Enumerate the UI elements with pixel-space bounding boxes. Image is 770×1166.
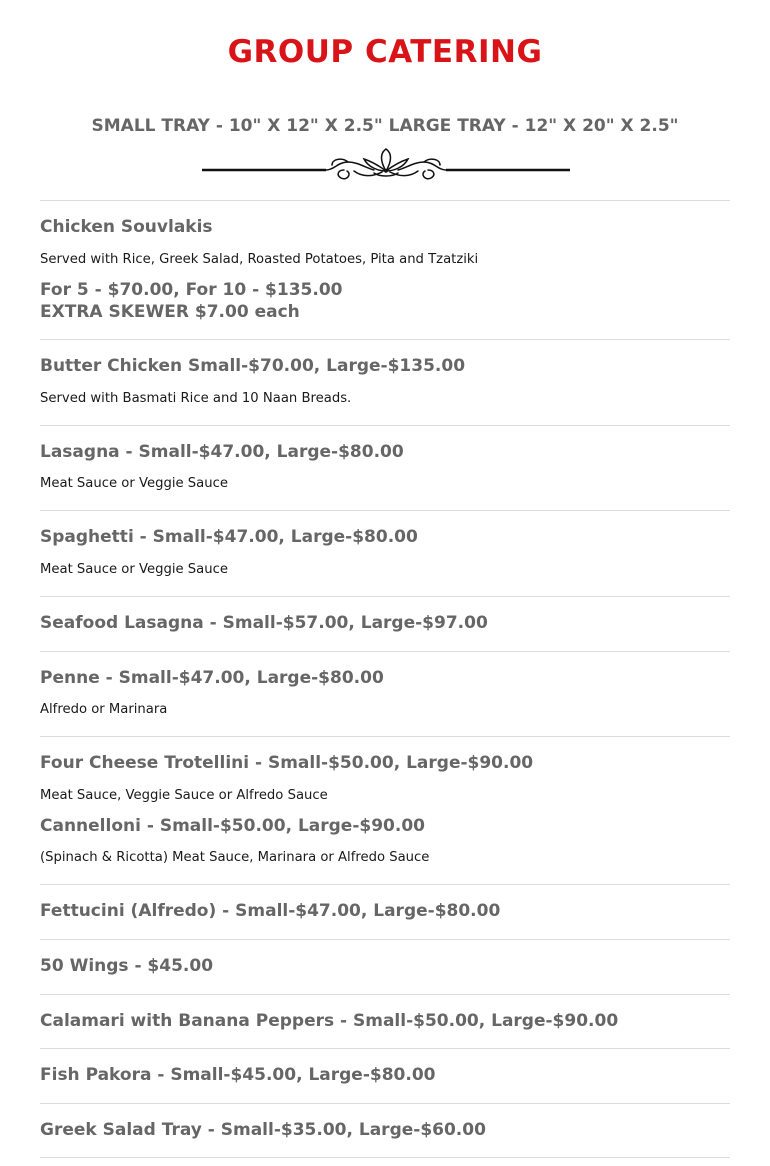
item-description: Meat Sauce or Veggie Sauce [40,476,228,491]
item-title: Penne - Small-$47.00, Large-$80.00 [40,668,384,688]
menu-item-penne [40,651,730,736]
menu-item-greek-salad-tray [40,1103,730,1157]
menu-item-fettucini [40,884,730,939]
menu-item-four-cheese-trotellini [40,736,730,884]
item-title: Calamari with Banana Peppers - Small-$50.00, Large-$90.00 [40,1011,619,1031]
ornamental-divider-icon [202,147,570,181]
item-title: 50 Wings - $45.00 [40,956,214,976]
menu-item-fish-pakora [40,1048,730,1103]
item-title: Chicken Souvlakis [40,217,213,237]
item-description: Alfredo or Marinara [40,702,168,717]
item-price: For 5 - $70.00, For 10 - $135.00 [40,280,343,300]
menu-item-chicken-souvlakis [40,200,730,339]
page-title: GROUP CATERING [227,34,543,70]
item-title: Four Cheese Trotellini - Small-$50.00, Large-$90.00 [40,753,534,773]
bottom-divider [40,1157,730,1158]
menu-item-wings [40,939,730,994]
item-title: Fettucini (Alfredo) - Small-$47.00, Large-$80.00 [40,901,501,921]
item-title: Fish Pakora - Small-$45.00, Large-$80.00 [40,1065,436,1085]
item-description: Meat Sauce or Veggie Sauce [40,562,228,577]
item-extra-price: EXTRA SKEWER $7.00 each [40,302,300,322]
item-description-cannelloni: (Spinach & Ricotta) Meat Sauce, Marinara or Alfredo Sauce [40,850,430,865]
item-title: Spaghetti - Small-$47.00, Large-$80.00 [40,527,418,547]
item-description: Served with Basmati Rice and 10 Naan Breads. [40,391,352,406]
menu-item-lasagna [40,425,730,510]
menu-item-spaghetti [40,510,730,596]
menu-item-butter-chicken [40,339,730,425]
item-description: Meat Sauce, Veggie Sauce or Alfredo Sauce [40,788,328,803]
item-description: Served with Rice, Greek Salad, Roasted Potatoes, Pita and Tzatziki [40,252,479,267]
tray-sizes-subtitle: SMALL TRAY - 10" X 12" X 2.5" LARGE TRAY - 12" X 20" X 2.5" [91,116,679,136]
item-title: Butter Chicken Small-$70.00, Large-$135.00 [40,356,466,376]
menu-item-seafood-lasagna [40,596,730,651]
item-title: Lasagna - Small-$47.00, Large-$80.00 [40,442,404,462]
menu-item-calamari [40,994,730,1048]
item-title: Greek Salad Tray - Small-$35.00, Large-$60.00 [40,1120,486,1140]
item-title: Seafood Lasagna - Small-$57.00, Large-$97.00 [40,613,488,633]
item-title-cannelloni: Cannelloni - Small-$50.00, Large-$90.00 [40,816,425,836]
